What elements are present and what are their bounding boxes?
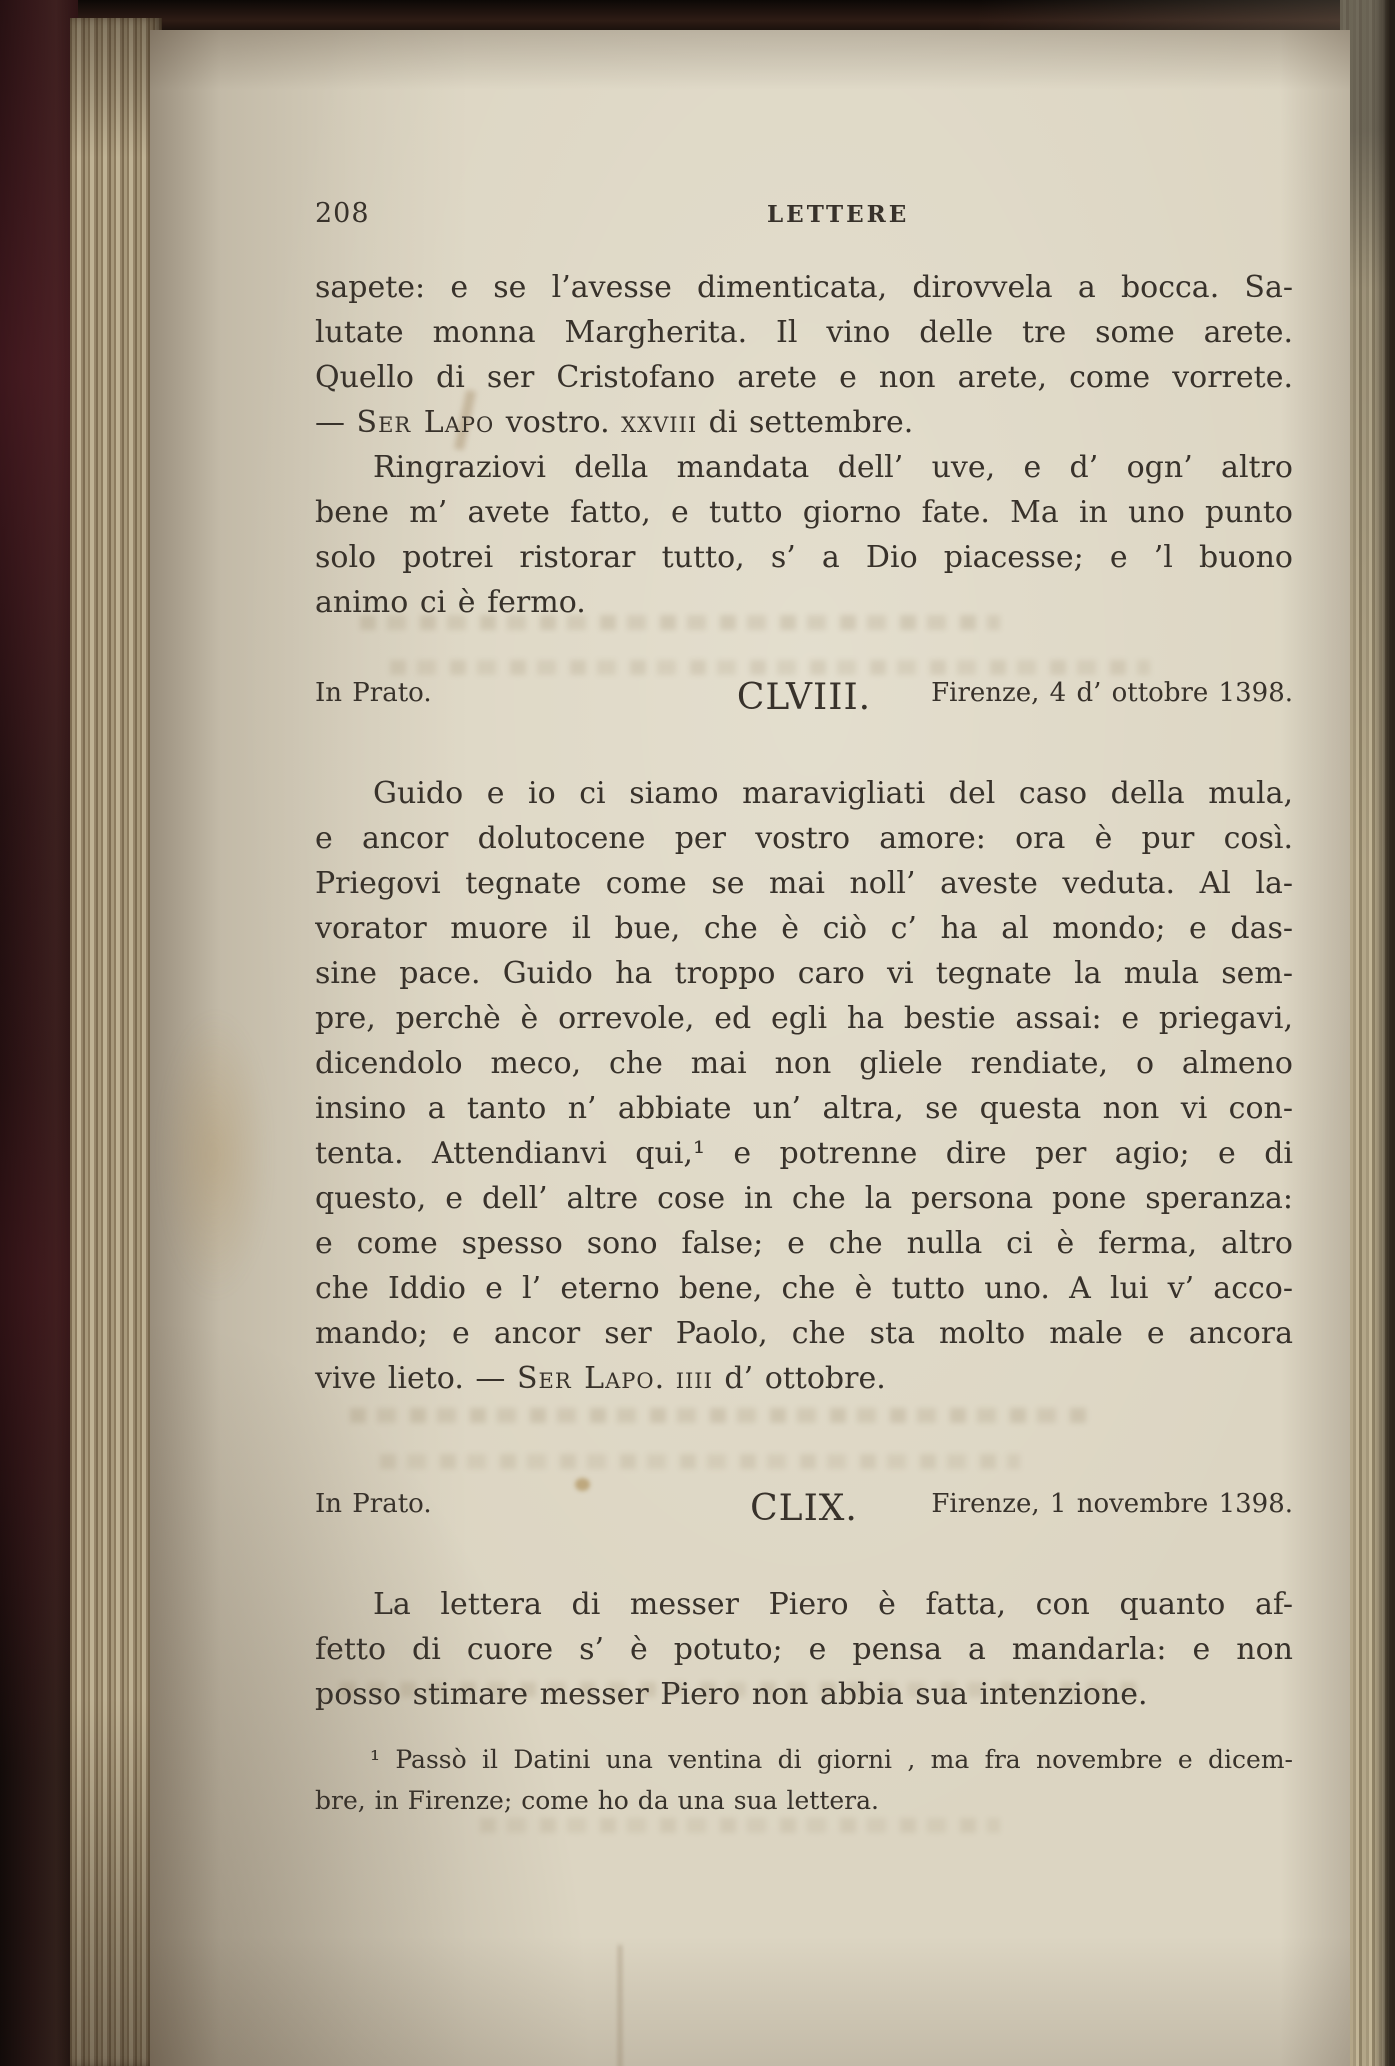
text-line: La lettera di messer Piero è fatta, con quanto af- — [373, 1587, 1293, 1622]
em-dash: — — [475, 1361, 517, 1396]
text-line: Guido e io ci siamo maravigliati del caso della mula, — [373, 776, 1293, 811]
letter-dateline: Firenze, 4 d’ ottobre 1398. — [931, 678, 1293, 708]
text-line: posso stimare messer Piero non abbia sua intenzione. — [315, 1677, 1148, 1712]
signature-name: Ser Lapo — [356, 405, 495, 440]
text-line: dicendolo meco, che mai non gliele rendiate, o almeno — [315, 1046, 1293, 1081]
text-line: e ancor dolutocene per vostro amore: ora è pur così. — [315, 821, 1293, 856]
letter-number: CLIX. — [750, 1488, 858, 1529]
letter-clviii-body — [315, 771, 1293, 1401]
footnote — [315, 1739, 1293, 1821]
signature-text: di settembre. — [697, 405, 914, 440]
text-line: questo, e dell’ altre cose in che la persona pone speranza: — [315, 1181, 1293, 1216]
text-line: pre, perchè è orrevole, ed egli ha bestie assai: e priegavi, — [315, 1001, 1293, 1036]
footnote-line: ¹ Passò il Datini una ventina di giorni , ma fra novembre e dicem- — [370, 1745, 1293, 1774]
letter-heading-clix — [315, 1476, 1293, 1534]
footnote-line: bre, in Firenze; come ho da una sua lettera. — [315, 1786, 879, 1815]
page-content — [150, 30, 1350, 2066]
text-line: animo ci è fermo. — [315, 585, 586, 620]
book-cover-left — [0, 0, 78, 2066]
text-line: vorator muore il bue, che è ciò c’ ha al mondo; e das- — [315, 911, 1293, 946]
page-edges-left — [70, 18, 162, 2066]
text-line: Priegovi tegnate come se mai noll’ aveste veduta. Al la- — [315, 866, 1293, 901]
running-title: LETTERE — [767, 201, 910, 228]
signature-text: d’ ottobre. — [712, 1361, 886, 1396]
text-line: bene m’ avete fatto, e tutto giorno fate. Ma in uno punto — [315, 495, 1293, 530]
roman-date: iiii — [675, 1361, 713, 1396]
letter-heading-clviii — [315, 665, 1293, 723]
signature-text: vive lieto. — [315, 1361, 476, 1396]
signature-name: Ser Lapo — [516, 1361, 655, 1396]
text-line: solo potrei ristorar tutto, s’ a Dio piacesse; e ’l buono — [315, 540, 1293, 575]
text-line: insino a tanto n’ abbiate un’ altra, se questa non vi con- — [315, 1091, 1293, 1126]
page-number: 208 — [315, 198, 370, 229]
letter-place: In Prato. — [315, 678, 432, 708]
text-line: mando; e ancor ser Paolo, che sta molto male e ancora — [315, 1316, 1293, 1351]
text-block — [315, 265, 1293, 1821]
signature-text: . — [654, 1361, 676, 1396]
text-line: che Iddio e l’ eterno bene, che è tutto uno. A lui v’ acco- — [315, 1271, 1293, 1306]
text-line: Ringraziovi della mandata dell’ uve, e d’ ogn’ altro — [373, 450, 1293, 485]
text-line: sapete: e se l’avesse dimenticata, dirovvela a bocca. Sa- — [315, 270, 1293, 305]
book-page — [150, 30, 1350, 2066]
text-line: sine pace. Guido ha troppo caro vi tegnate la mula sem- — [315, 956, 1293, 991]
text-line: fetto di cuore s’ è potuto; e pensa a mandarla: e non — [315, 1632, 1293, 1667]
letter-place: In Prato. — [315, 1489, 432, 1519]
text-line: lutate monna Margherita. Il vino delle tre some arete. — [315, 315, 1293, 350]
text-line: e come spesso sono false; e che nulla ci è ferma, altro — [315, 1226, 1293, 1261]
letter-clix-body — [315, 1582, 1293, 1717]
text-line: Quello di ser Cristofano arete e non arete, come vorrete. — [315, 360, 1293, 395]
em-dash: — — [315, 405, 357, 440]
letter-dateline: Firenze, 1 novembre 1398. — [931, 1489, 1293, 1519]
letter-number: CLVIII. — [736, 677, 872, 718]
book-binding-top — [0, 0, 1395, 34]
signature-text: vostro. — [494, 405, 622, 440]
roman-date: xxviii — [621, 405, 698, 440]
running-header — [315, 198, 1293, 232]
text-line: tenta. Attendianvi qui,¹ e potrenne dire per agio; e di — [315, 1136, 1293, 1171]
signature-line — [315, 400, 1293, 445]
signature-line — [315, 1356, 1293, 1401]
